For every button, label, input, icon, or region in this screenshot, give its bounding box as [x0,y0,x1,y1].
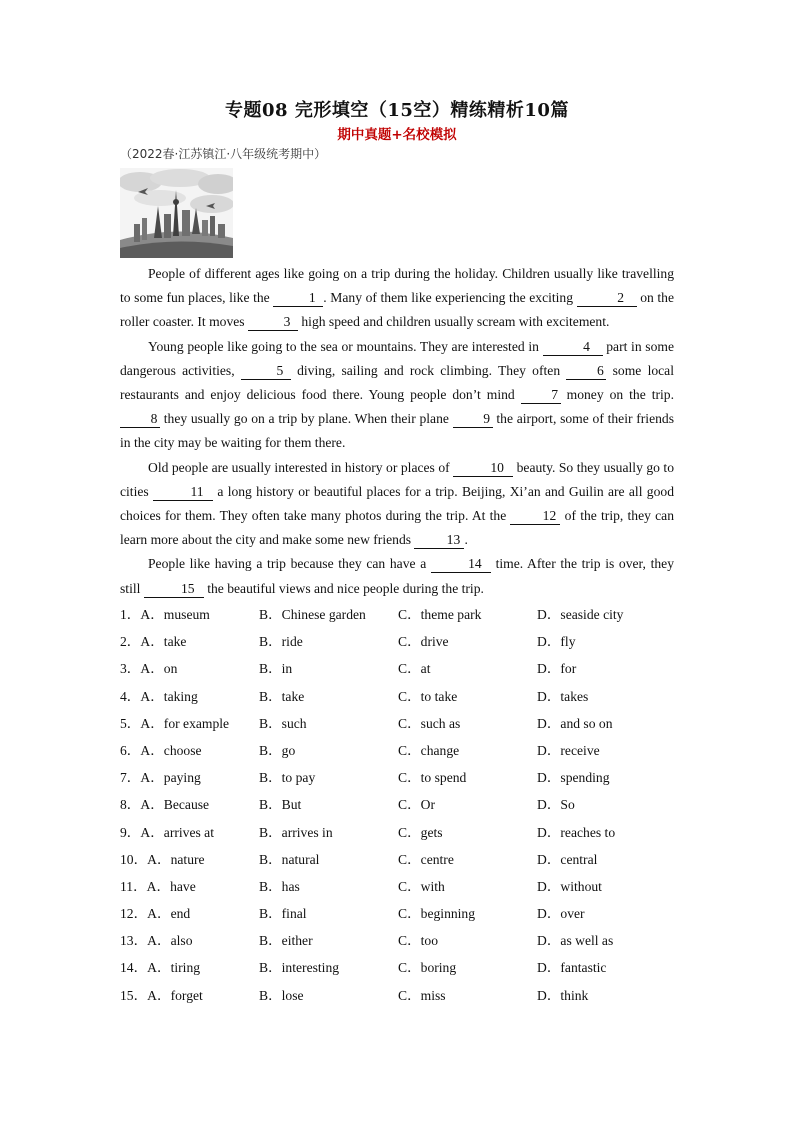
option-row [120,737,680,764]
option-c: C．too [398,933,439,949]
text-segment: People like having a trip because they can have a [148,556,431,572]
text-segment: a long history or beautiful places for a trip. Beijing, Xi’an and Guilin are all good choices for them. They often take many photos during the trip. At the [120,483,674,524]
option-row [120,900,680,927]
blank-14: 14 [431,556,491,573]
option-d: D．spending [537,770,610,786]
blank-13: 13 [414,532,464,549]
text-segment: People of different ages like going on a trip during the holiday. Children usually like travelling to some fun places, like the [120,266,674,306]
option-b: B．such [259,715,307,731]
option-row [120,655,680,682]
option-b: B．to pay [259,770,316,786]
option-a: 1．A．museum [120,607,210,622]
option-row [120,764,680,791]
text-segment: the beautiful views and nice people during the trip. [203,580,484,596]
option-row [120,628,680,655]
blank-8: 8 [120,411,160,428]
option-a: 12．A．end [120,906,191,922]
option-b: B．has [259,878,300,894]
option-b: B．ride [259,634,303,650]
option-a: 13．A．also [120,933,193,949]
option-c: C．change [398,742,460,758]
option-row [120,710,680,737]
option-b: B．natural [259,851,320,867]
option-row [120,954,680,981]
option-a: 15．A．forget [120,987,203,1003]
option-c: C．miss [398,987,446,1003]
option-b: B．interesting [259,960,340,976]
answer-options [120,601,680,1009]
text-segment: of the trip, they can learn more about the city and make some new friends [120,508,674,548]
option-row [120,683,680,710]
blank-11: 11 [153,484,213,501]
cloze-passage [120,262,674,601]
blank-6: 6 [566,363,606,380]
option-d: D．without [537,878,602,894]
option-a: 4．A．taking [120,688,198,704]
page-title: 专题08 完形填空（15空）精练精析10篇 [225,100,569,121]
page-subtitle: 期中真题+名校模拟 [337,127,457,143]
option-c: C．drive [398,634,449,650]
option-d: D．think [537,987,589,1003]
blank-5: 5 [241,363,291,380]
option-c: C．such as [398,715,461,731]
option-row [120,846,680,873]
option-b: B．Chinese garden [259,607,366,622]
text-segment: diving, sailing and rock climbing. They often [290,362,567,378]
option-d: D．fantastic [537,960,607,976]
option-a: 9．A．arrives at [120,824,214,840]
option-c: C．Or [398,797,436,813]
option-c: C．boring [398,960,457,976]
text-segment: Old people are usually interested in history or places of [148,459,454,475]
option-a: 2．A．take [120,634,187,650]
text-segment: part in some dangerous activities, [120,338,674,378]
option-a: 11．A．have [120,878,196,894]
text-segment: Young people like going to the sea or mountains. They are interested in [148,338,543,354]
blank-4: 4 [543,339,603,356]
option-b: B．lose [259,987,304,1003]
option-a: 10．A．nature [120,851,205,867]
option-d: D．reaches to [537,824,616,840]
option-b: B．in [259,661,293,677]
option-c: C．centre [398,851,454,867]
option-d: D．and so on [537,715,613,731]
option-b: B．final [259,906,307,922]
blank-2: 2 [577,290,637,307]
blank-7: 7 [521,387,561,404]
text-segment: . [464,532,468,548]
option-d: D．So [537,797,575,813]
blank-1: 1 [273,290,323,307]
option-d: D．over [537,906,585,922]
option-c: C．at [398,661,431,677]
option-row [120,819,680,846]
option-row [120,873,680,900]
text-segment: time. After the trip is over, they still [120,556,674,596]
blank-9: 9 [453,411,493,428]
exam-source: （2022春·江苏镇江·八年级统考期中） [120,147,327,161]
option-c: C．beginning [398,906,476,922]
option-b: B．go [259,742,296,758]
paragraph-2 [120,335,674,456]
text-segment: on the roller coaster. It moves [120,290,675,330]
option-b: B．take [259,688,305,704]
option-b: B．arrives in [259,824,333,840]
option-b: B．either [259,933,313,949]
text-segment: the airport, some of their friends in the city may be waiting for them there. [120,411,674,451]
text-segment: beauty. So they usually go to cities [120,459,674,499]
option-a: 8．A．Because [120,797,210,813]
option-a: 3．A．on [120,661,178,677]
option-d: D．for [537,661,577,677]
option-d: D．central [537,851,598,867]
option-d: D．receive [537,742,600,758]
option-a: 14．A．tiring [120,960,201,976]
option-a: 6．A．choose [120,742,202,758]
option-row [120,601,680,628]
paragraph-1 [120,262,674,335]
option-a: 5．A．for example [120,715,230,731]
blank-15: 15 [144,581,204,598]
paragraph-4 [120,552,674,600]
option-d: D．seaside city [537,607,624,622]
blank-10: 10 [453,460,513,477]
option-row [120,982,680,1009]
text-segment: they usually go on a trip by plane. When their plane [160,411,453,427]
option-c: C．to spend [398,770,467,786]
option-d: D．fly [537,634,576,650]
paragraph-3 [120,456,674,553]
option-d: D．as well as [537,933,614,949]
city-landmarks-illustration [120,168,233,258]
text-segment: . Many of them like experiencing the exciting [323,290,577,306]
option-b: B．But [259,797,302,813]
option-c: C．with [398,878,445,894]
blank-12: 12 [510,508,560,525]
text-segment: high speed and children usually scream with excitement. [297,314,610,330]
option-d: D．takes [537,688,589,704]
text-segment: some local restaurants and enjoy delicious food there. Young people don’t mind [120,362,674,403]
blank-3: 3 [248,314,298,331]
option-c: C．gets [398,824,443,840]
option-c: C．to take [398,688,458,704]
text-segment: money on the trip. [560,387,674,403]
option-row [120,927,680,954]
option-c: C．theme park [398,607,482,622]
option-row [120,791,680,818]
option-a: 7．A．paying [120,770,201,786]
